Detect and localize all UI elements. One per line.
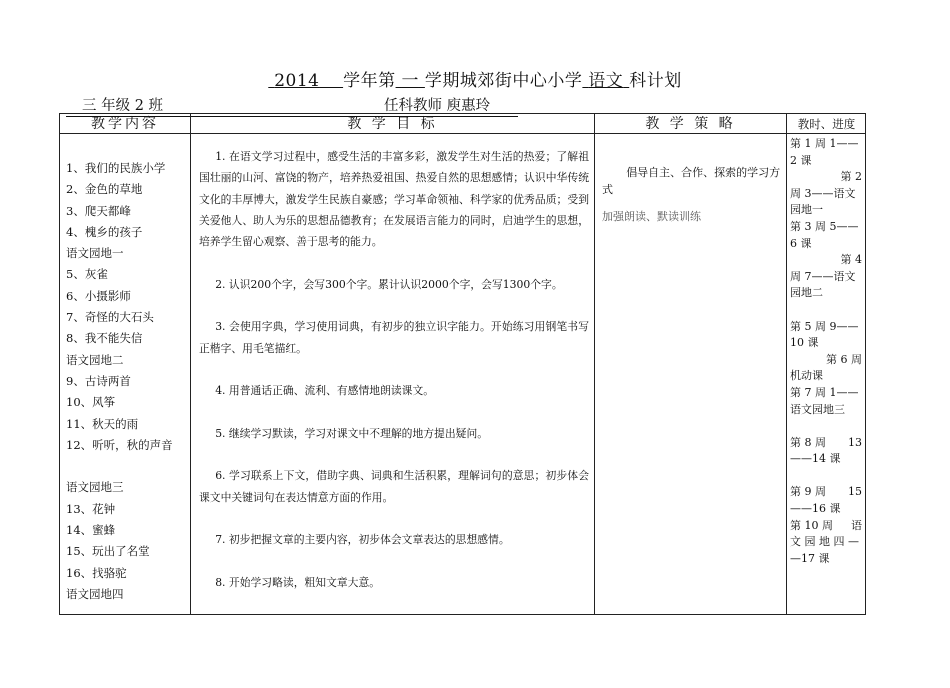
list-item: 11、秋天的雨 bbox=[66, 416, 139, 431]
title-school: 学期城郊街中心小学 bbox=[424, 71, 583, 91]
plan-table bbox=[59, 113, 866, 615]
list-item: 语文园地四 bbox=[66, 586, 124, 601]
list-item bbox=[66, 456, 173, 477]
header-strategy: 教 学 策 略 bbox=[645, 116, 736, 132]
goal-paragraph: 3. 会使用字典，学习使用词典，有初步的独立识字能力。开始练习用钢笔书写正楷字、用毛笔描红。 bbox=[199, 320, 589, 355]
goal-paragraph: 7. 初步把握文章的主要内容，初步体会文章表达的思想感情。 bbox=[215, 533, 510, 547]
list-item: 2、金色的草地 bbox=[66, 182, 143, 197]
goals-cell bbox=[199, 146, 589, 615]
list-item: 16、找骆驼 bbox=[66, 565, 127, 580]
list-item: 10、风筝 bbox=[66, 395, 116, 410]
goal-paragraph: 8. 开始学习略读，粗知文章大意。 bbox=[215, 575, 381, 589]
schedule-line: 第 8 周 13 bbox=[790, 435, 862, 449]
list-item: 1、我们的民族小学 bbox=[66, 161, 166, 175]
goal-paragraph: 1. 在语文学习过程中，感受生活的丰富多彩，激发学生对生活的热爱；了解祖国壮丽的山河、富饶的物产，培养热爱祖国、热爱自然的思想感情；认识中华传统文化的丰厚博大，激发学生民族自豪感；学习革命领袖、科学家的优秀品质；受到关爱他人、助人为乐的思想品德教育；在发展语言能力的同时，启迪学生的思想，培养学生留心观察、善于思考的能力。 bbox=[199, 150, 589, 249]
schedule-line: 第 1 周 1—— bbox=[790, 137, 859, 150]
list-item: 5、灰雀 bbox=[66, 267, 108, 282]
page-title bbox=[0, 66, 950, 91]
schedule-line: 园地一 bbox=[790, 203, 823, 217]
column-divider bbox=[786, 114, 787, 614]
schedule-line: ——14 课 bbox=[790, 452, 841, 466]
schedule-line: 2 课 bbox=[790, 153, 812, 167]
list-item: 8、我不能失信 bbox=[66, 331, 143, 346]
column-divider bbox=[190, 114, 191, 614]
goal-paragraph: 4. 用普通话正确、流利、有感情地朗读课文。 bbox=[215, 384, 435, 398]
title-year: 2014 bbox=[274, 71, 320, 91]
list-item: 7、奇怪的大石头 bbox=[66, 310, 154, 325]
list-item: 6、小摄影师 bbox=[66, 288, 131, 303]
schedule-line: 第 9 周 15 bbox=[790, 485, 862, 499]
list-item: 13、花钟 bbox=[66, 501, 116, 516]
list-item: 3、爬天都峰 bbox=[66, 203, 131, 218]
schedule-line: 第 10 周 语 bbox=[790, 518, 862, 532]
strategy-cell bbox=[602, 164, 782, 225]
list-item: 14、蜜蜂 bbox=[66, 523, 116, 538]
schedule-line: 文 园 地 四 — bbox=[790, 535, 859, 549]
schedule-line: 语文园地三 bbox=[790, 402, 845, 416]
schedule-line: 10 课 bbox=[790, 336, 819, 350]
schedule-cell bbox=[790, 136, 862, 567]
schedule-line: 周 7——语文 bbox=[790, 269, 856, 283]
schedule-line: 园地二 bbox=[790, 286, 823, 300]
goal-paragraph: 6. 学习联系上下文，借助字典、词典和生活积累，理解词句的意思；初步体会课文中关键词句在表达情意方面的作用。 bbox=[199, 469, 589, 504]
list-item: 9、古诗两首 bbox=[66, 373, 131, 388]
strategy-item: 加强朗读、默读训练 bbox=[602, 210, 701, 223]
header-goals: 教 学 目 标 bbox=[347, 116, 438, 132]
teacher-line: 任科教师 庾惠玲 bbox=[366, 94, 518, 117]
title-term: 一 bbox=[401, 71, 419, 91]
schedule-line: 第 5 周 9—— bbox=[790, 319, 859, 333]
schedule-line: 第 6 周 bbox=[826, 352, 862, 366]
schedule-line: 第 4 bbox=[840, 253, 862, 267]
title-year-suffix: 学年第 bbox=[343, 71, 396, 91]
list-item: 语文园地一 bbox=[66, 246, 124, 261]
list-item: 4、槐乡的孩子 bbox=[66, 224, 143, 239]
list-item: 语文园地二 bbox=[66, 352, 124, 367]
list-item: 语文园地三 bbox=[66, 480, 124, 495]
column-divider bbox=[594, 114, 595, 614]
schedule-line: ——16 课 bbox=[790, 502, 841, 516]
schedule-line: 第 2 bbox=[840, 170, 862, 184]
schedule-line: 机动课 bbox=[790, 369, 823, 383]
grade-class: 三 年级 2 班 bbox=[66, 94, 366, 117]
title-plan: 科计划 bbox=[629, 71, 682, 91]
goal-paragraph: 2. 认识200个字，会写300个字。累计认识2000个字，会写1300个字。 bbox=[215, 277, 563, 291]
list-item: 12、听听，秋的声音 bbox=[66, 437, 173, 452]
schedule-line: 周 3——语文 bbox=[790, 186, 856, 200]
strategy-item: 倡导自主、合作、探索的学习方式 bbox=[602, 166, 781, 196]
content-list bbox=[66, 158, 173, 605]
schedule-line: 第 7 周 1—— bbox=[790, 385, 859, 399]
header-content: 教学内容 bbox=[91, 116, 159, 132]
schedule-line: —17 课 bbox=[790, 551, 830, 565]
goal-paragraph: 5. 继续学习默读，学习对课文中不理解的地方提出疑问。 bbox=[215, 426, 489, 440]
list-item: 15、玩出了名堂 bbox=[66, 544, 150, 559]
schedule-line: 6 课 bbox=[790, 236, 812, 250]
title-subject: 语文 bbox=[588, 71, 624, 91]
header-divider bbox=[60, 133, 865, 134]
header-schedule: 教时、进度 bbox=[797, 117, 856, 131]
schedule-line: 第 3 周 5—— bbox=[790, 219, 859, 233]
